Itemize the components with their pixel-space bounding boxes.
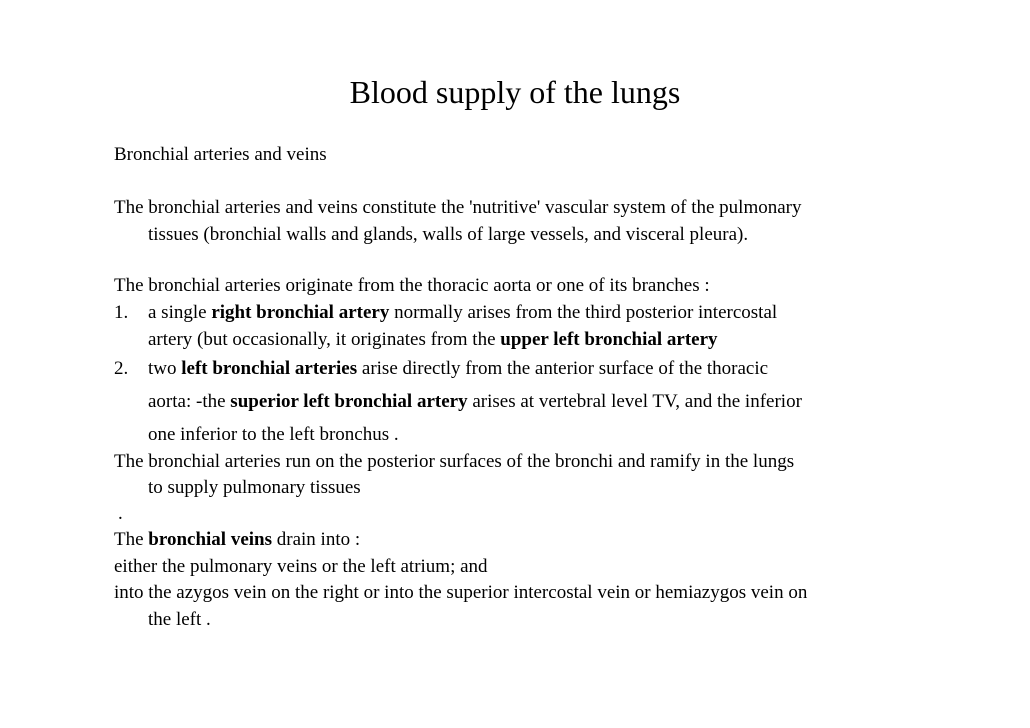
- text-run: The: [114, 529, 149, 550]
- paragraph-line: The bronchial arteries and veins constitute the 'nutritive' vascular system of the pulmonary: [114, 197, 802, 218]
- text-run: a single: [148, 302, 212, 323]
- text-run: arise directly from the anterior surface of the thoracic: [357, 358, 769, 379]
- paragraph-line: [114, 528, 360, 552]
- page-title: Blood supply of the lungs: [349, 74, 681, 110]
- list-number: 2.: [114, 358, 129, 379]
- paragraph-line: tissues (bronchial walls and glands, walls of large vessels, and visceral pleura).: [148, 224, 749, 245]
- bold-term: superior left bronchial artery: [230, 391, 468, 412]
- paragraph-line: into the azygos vein on the right or into the superior intercostal vein or hemiazygos vein on: [114, 582, 808, 603]
- text-run: arises at vertebral level TV, and the inferior: [467, 391, 802, 412]
- paragraph-line: The bronchial arteries run on the posterior surfaces of the bronchi and ramify in the lungs: [114, 451, 795, 472]
- text-run: two: [148, 358, 182, 379]
- list-item-continuation: [148, 390, 802, 414]
- list-number: 1.: [114, 302, 129, 323]
- paragraph-line: either the pulmonary veins or the left atrium; and: [114, 556, 488, 577]
- bold-term: right bronchial artery: [211, 302, 390, 323]
- text-run: artery (but occasionally, it originates from the: [148, 329, 501, 350]
- bold-term: left bronchial arteries: [181, 358, 358, 379]
- paragraph-line: the left .: [148, 609, 211, 630]
- text-run: normally arises from the third posterior intercostal: [389, 302, 778, 323]
- text-run: drain into :: [272, 529, 361, 550]
- paragraph-line: to supply pulmonary tissues: [148, 477, 361, 498]
- list-item: [114, 301, 777, 325]
- section-heading: Bronchial arteries and veins: [114, 144, 327, 165]
- text-run: aorta: -the: [148, 391, 231, 412]
- list-item-continuation: one inferior to the left bronchus .: [148, 424, 399, 445]
- paragraph-line: The bronchial arteries originate from the thoracic aorta or one of its branches :: [114, 275, 710, 296]
- stray-dot: .: [118, 503, 123, 524]
- list-item: [114, 357, 768, 381]
- bold-term: upper left bronchial artery: [500, 329, 718, 350]
- list-item-continuation: [148, 328, 718, 352]
- bold-term: bronchial veins: [148, 529, 273, 550]
